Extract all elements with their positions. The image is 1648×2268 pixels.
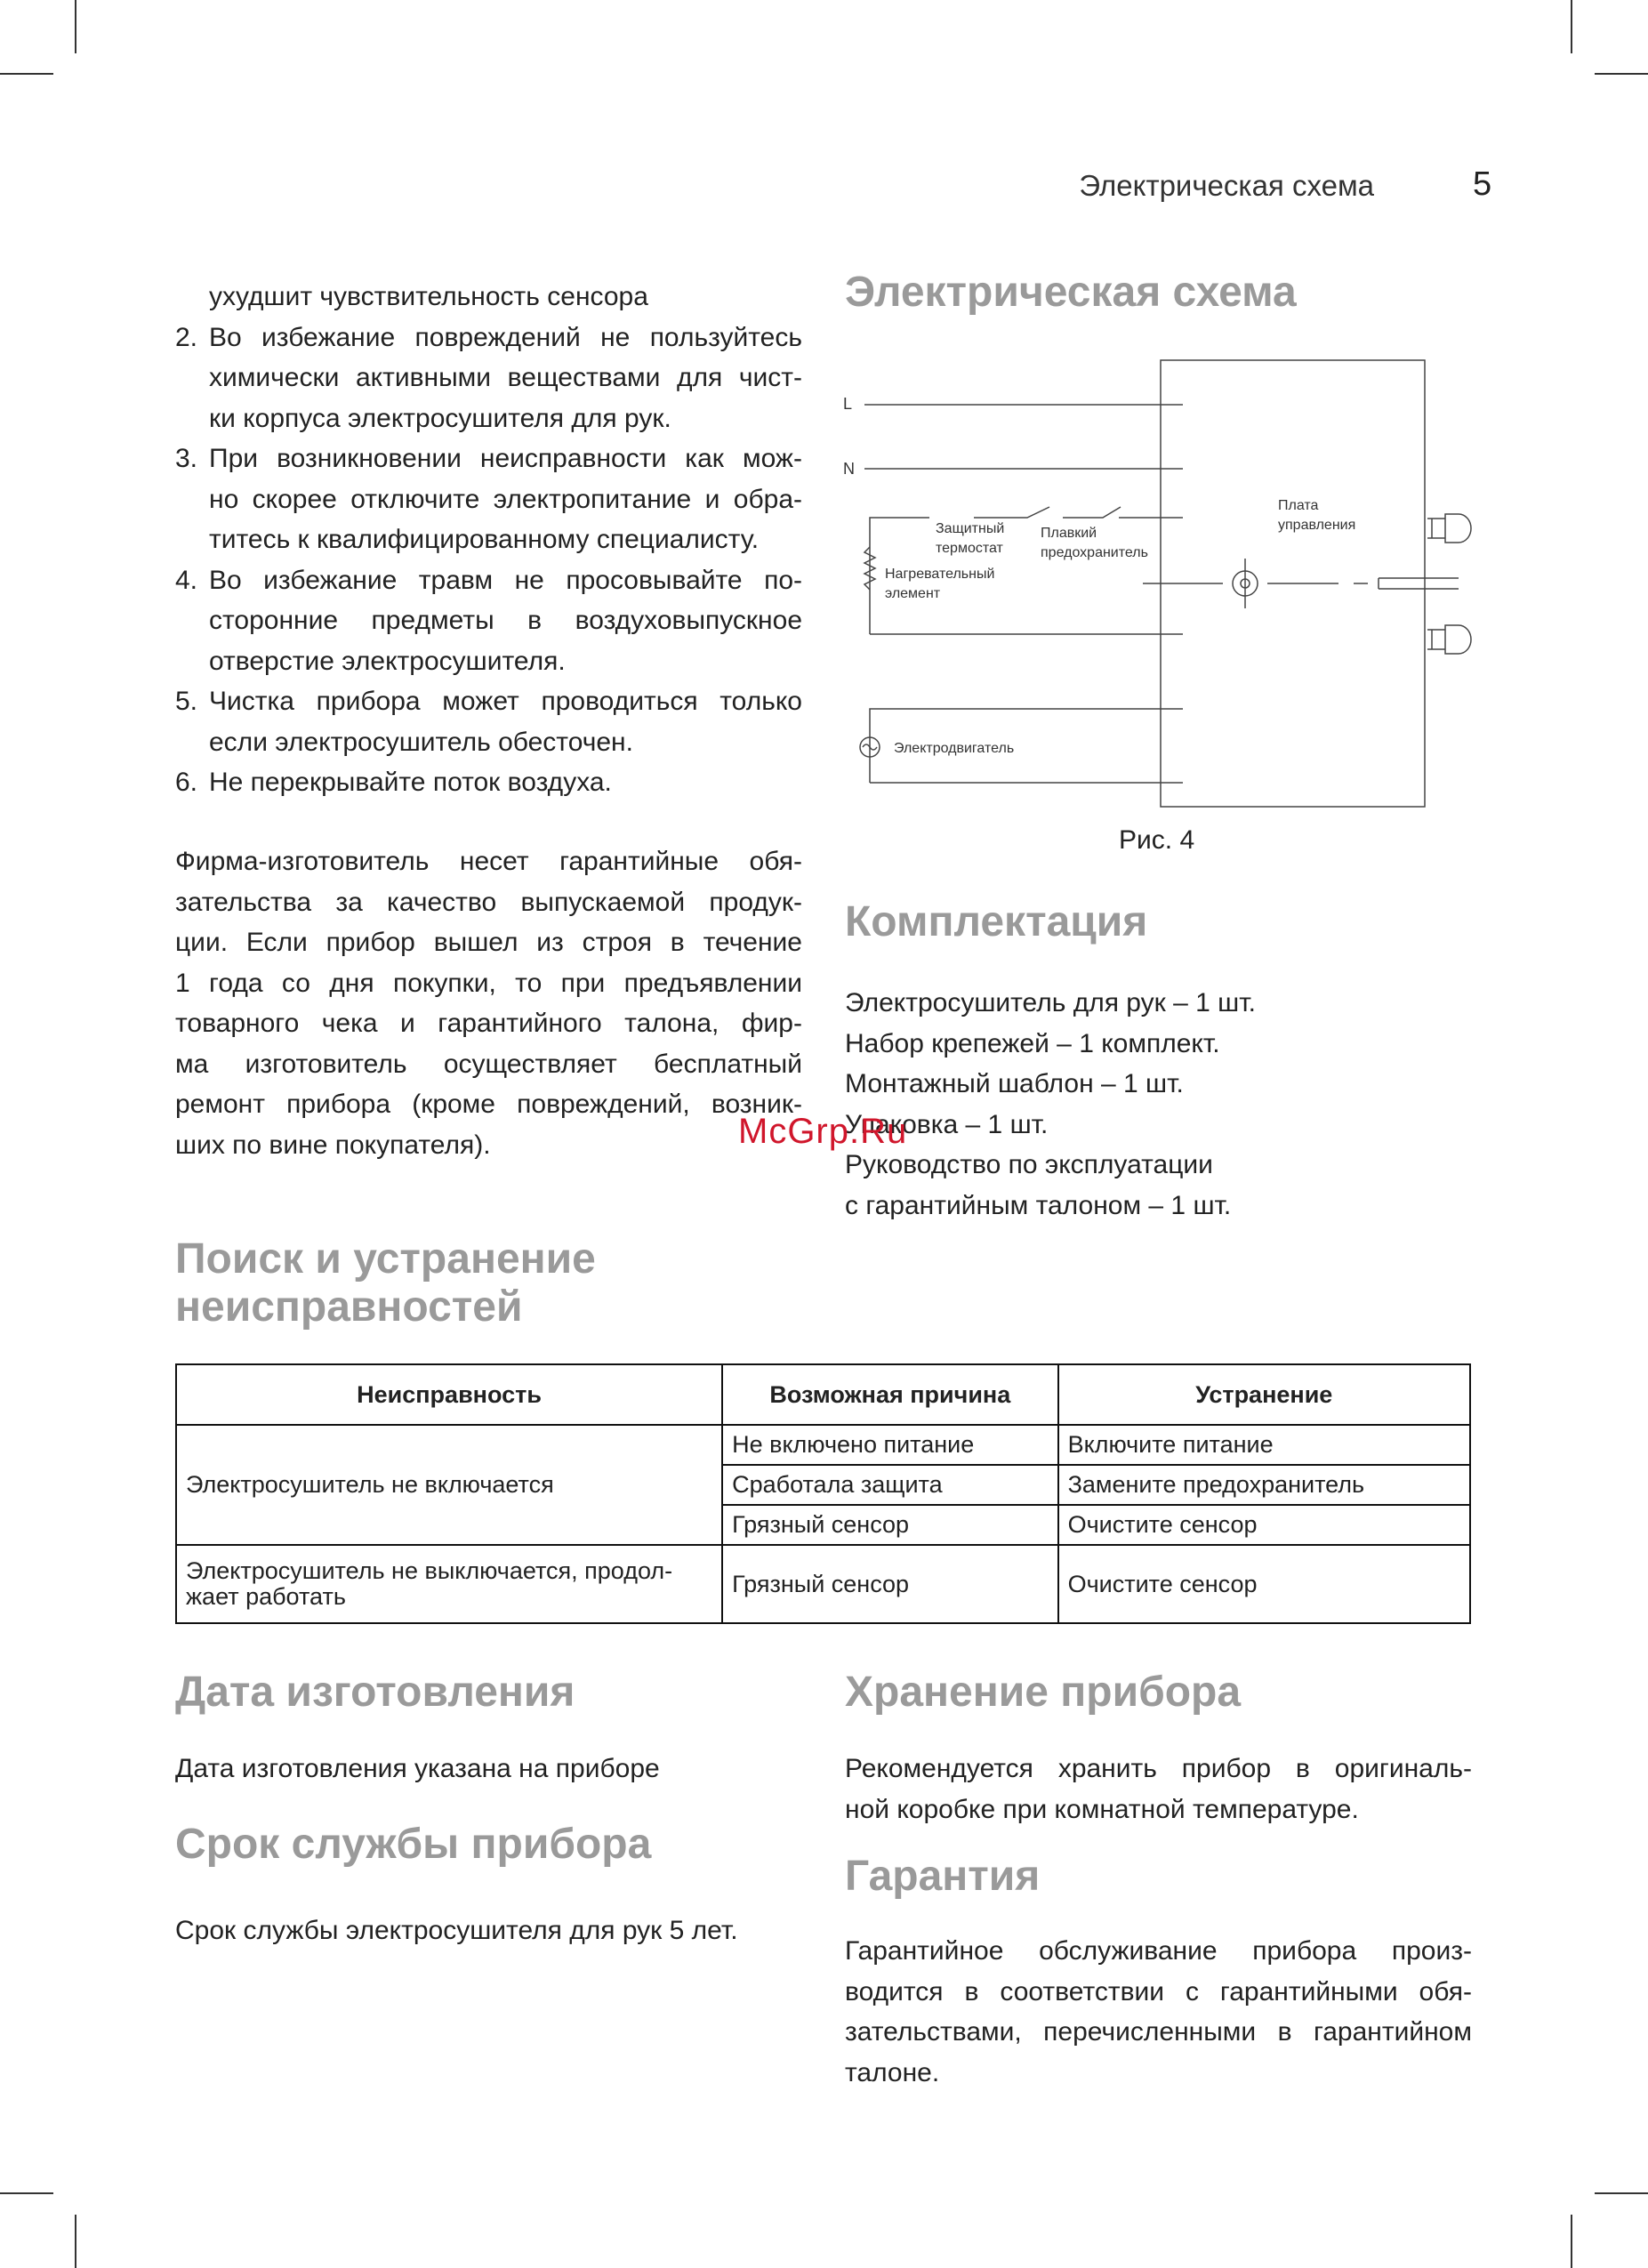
diagram-label-board: Плата xyxy=(1278,498,1319,513)
guarantee-text xyxy=(845,1931,1472,2093)
text-line: Рекомендуется хранить прибор в оригиналь- xyxy=(845,1754,1472,1783)
text-line: но скорее отключите электропитание и обра- xyxy=(209,484,802,514)
text-line: ших по вине покупателя). xyxy=(175,1130,491,1160)
crop-mark xyxy=(75,0,76,53)
diagram-label-board: управления xyxy=(1278,518,1356,533)
warranty-paragraph xyxy=(175,841,802,1165)
diagram-label-fuse: предохранитель xyxy=(1041,545,1148,560)
troubleshooting-heading xyxy=(175,1235,596,1331)
list-item xyxy=(175,762,802,803)
text-line: зательствами, перечисленными в гарантийном xyxy=(845,2017,1472,2047)
text-line: Не перекрывайте поток воздуха. xyxy=(209,768,612,797)
diagram-label-heater: Нагревательный xyxy=(885,567,995,582)
text-line: водится в соответствии с гарантийными обя- xyxy=(845,1976,1472,2007)
text-line: ной коробке при комнатной температуре. xyxy=(845,1794,1359,1824)
list-item-body xyxy=(209,438,802,560)
service-life-heading: Срок службы прибора xyxy=(175,1821,652,1868)
list-item xyxy=(175,681,802,762)
crop-mark xyxy=(1571,2215,1572,2268)
text-line: Гарантийное обслуживание прибора произ- xyxy=(845,1936,1472,1966)
diagram-label-N: N xyxy=(843,460,855,478)
fault-line: Электросушитель не выключается, продол- xyxy=(186,1557,673,1584)
text-line: При возникновении неисправности как мож- xyxy=(209,444,802,473)
troubleshooting-table xyxy=(175,1363,1471,1624)
text-line: отверстие электросушителя. xyxy=(209,646,566,676)
cause-cell: Не включено питание xyxy=(722,1425,1057,1465)
crop-mark xyxy=(0,2192,53,2194)
column-header: Возможная причина xyxy=(722,1364,1057,1425)
running-title: Электрическая схема xyxy=(1079,169,1374,202)
board-connector xyxy=(1379,578,1459,589)
list-continuation-text: ухудшит чувствительность сенсора xyxy=(209,282,648,311)
list-item-number: 3. xyxy=(175,444,198,473)
table-row xyxy=(176,1545,1470,1623)
text-line: Фирма-изготовитель несет гарантийные обя- xyxy=(175,847,802,876)
table-header-row xyxy=(176,1364,1470,1425)
fix-cell: Очистите сенсор xyxy=(1058,1505,1470,1545)
text-line: ма изготовитель осуществляет бесплатный xyxy=(175,1049,802,1079)
diagram-label-fuse: Плавкий xyxy=(1041,526,1097,541)
crop-mark xyxy=(0,73,53,75)
list-item-body xyxy=(209,681,802,762)
manufacture-text: Дата изготовления указана на приборе xyxy=(175,1754,660,1783)
diagram-label-heater: элемент xyxy=(885,586,941,601)
fault-line: жает работать xyxy=(186,1583,346,1610)
column-header: Неисправность xyxy=(176,1364,722,1425)
list-item-body xyxy=(209,318,802,439)
page-number: 5 xyxy=(1473,165,1492,203)
text-line: если электросушитель обесточен. xyxy=(209,727,633,757)
text-line: Чистка прибора может проводиться только xyxy=(209,687,802,716)
watermark: McGrp.Ru xyxy=(738,1112,908,1151)
list-item xyxy=(175,438,802,560)
list-item xyxy=(175,560,802,682)
list-item-number: 6. xyxy=(175,768,198,797)
fault-cell: Электросушитель не включается xyxy=(176,1425,722,1545)
text-line: сторонние предметы в воздуховыпускное xyxy=(209,606,802,635)
kit-item: Руководство по эксплуатации xyxy=(845,1150,1213,1179)
list-item-number: 2. xyxy=(175,322,198,352)
fix-cell: Замените предохранитель xyxy=(1058,1465,1470,1505)
list-item-number: 5. xyxy=(175,687,198,716)
list-item-number: 4. xyxy=(175,565,198,595)
list-item xyxy=(175,318,802,439)
cause-cell: Сработала защита xyxy=(722,1465,1057,1505)
scheme-heading: Электрическая схема xyxy=(845,269,1297,316)
text-line: зательства за качество выпускаемой продук- xyxy=(175,887,802,917)
safety-list xyxy=(175,277,802,803)
text-line: химически активными веществами для чист- xyxy=(209,363,802,392)
figure-caption: Рис. 4 xyxy=(1119,825,1195,855)
text-line: 1 года со дня покупки, то при предъявлении xyxy=(175,968,802,998)
diagram-label-thermostat: термостат xyxy=(936,541,1003,556)
fault-cell xyxy=(176,1545,722,1623)
text-line: ки корпуса электросушителя для рук. xyxy=(209,403,671,433)
kit-item: с гарантийным талоном – 1 шт. xyxy=(845,1190,1232,1220)
list-item-body xyxy=(209,762,802,803)
heading-line: Поиск и устранение xyxy=(175,1235,596,1283)
led-bottom xyxy=(1427,625,1471,654)
diagram-label-thermostat: Защитный xyxy=(936,521,1005,536)
diagram-label-motor: Электродвигатель xyxy=(894,741,1015,756)
list-item-body xyxy=(209,560,802,682)
kit-item: Монтажный шаблон – 1 шт. xyxy=(845,1069,1184,1098)
crop-mark xyxy=(1595,73,1648,75)
storage-heading: Хранение прибора xyxy=(845,1669,1242,1716)
diagram-label-L: L xyxy=(843,395,853,413)
table-row xyxy=(176,1425,1470,1465)
column-header: Устранение xyxy=(1058,1364,1470,1425)
crop-mark xyxy=(1595,2192,1648,2194)
fix-cell: Включите питание xyxy=(1058,1425,1470,1465)
safety-items xyxy=(175,318,802,803)
text-line: титесь к квалифицированному специалисту. xyxy=(209,525,760,554)
cause-cell: Грязный сенсор xyxy=(722,1505,1057,1545)
led-top xyxy=(1427,514,1471,543)
text-line: ремонт прибора (кроме повреждений, возник- xyxy=(175,1090,802,1119)
text-line: Во избежание травм не просовывайте по- xyxy=(209,565,802,595)
cause-cell: Грязный сенсор xyxy=(722,1545,1057,1623)
heading-line: неисправностей xyxy=(175,1283,523,1331)
manufacture-heading: Дата изготовления xyxy=(175,1669,575,1716)
fix-cell: Очистите сенсор xyxy=(1058,1545,1470,1623)
wiring-diagram xyxy=(836,351,1476,823)
service-life-text: Срок службы электросушителя для рук 5 лет. xyxy=(175,1916,738,1945)
text-line: ции. Если прибор вышел из строя в течение xyxy=(175,928,802,957)
kit-list xyxy=(845,983,1472,1226)
kit-item: Упаковка – 1 шт. xyxy=(845,1109,1049,1139)
text-line: талоне. xyxy=(845,2057,940,2087)
kit-item: Набор крепежей – 1 комплект. xyxy=(845,1028,1220,1058)
crop-mark xyxy=(1571,0,1572,53)
text-line: товарного чека и гарантийного талона, фир- xyxy=(175,1009,802,1038)
storage-text xyxy=(845,1749,1472,1830)
list-continuation xyxy=(175,277,802,318)
kit-item: Электросушитель для рук – 1 шт. xyxy=(845,988,1256,1017)
text-line: Во избежание повреждений не пользуйтесь xyxy=(209,322,802,352)
crop-mark xyxy=(75,2215,76,2268)
guarantee-heading: Гарантия xyxy=(845,1853,1041,1900)
kit-heading: Комплектация xyxy=(845,898,1148,945)
